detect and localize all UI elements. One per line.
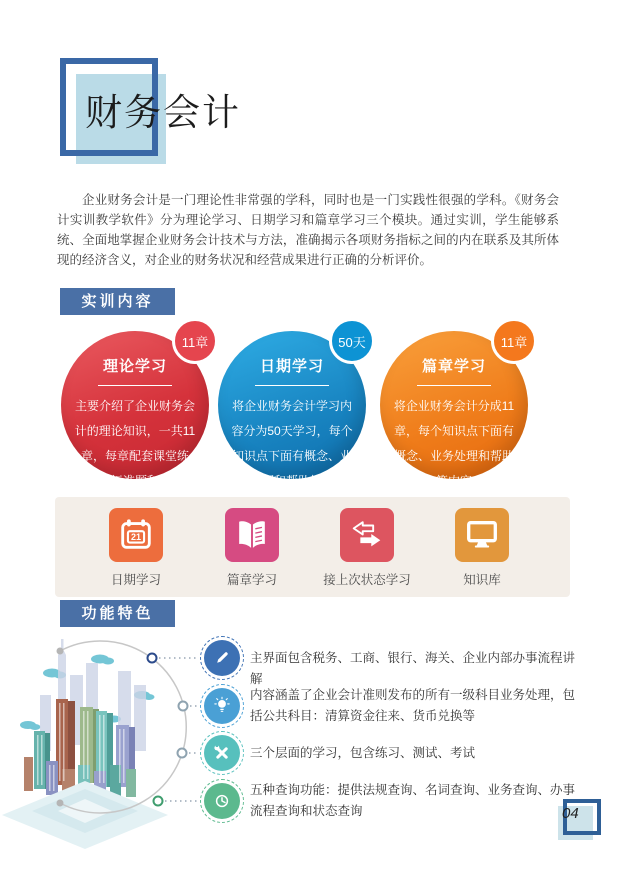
- svg-text:21: 21: [130, 532, 142, 543]
- feature-icon-wrap: [199, 730, 245, 776]
- study-mode-label: 知识库: [463, 573, 501, 587]
- feature-text: 主界面包含税务、工商、银行、海关、企业内部办事流程讲解: [250, 651, 576, 686]
- clock-icon: [204, 783, 240, 819]
- features-area: [0, 633, 621, 863]
- intro-paragraph: 企业财务会计是一门理论性非常强的学科，同时也是一门实践性很强的学科。《财务会计实训教学软件》分为理论学习、日期学习和篇章学习三个模块。通过实训，学生能够系统、全面地掌握企业财务会计技术与方法，准确揭示各项财务指标之间的内在联系及其所体现的经济含义，对企业的财务状况和经营成果进行正确的分析评价。: [57, 193, 559, 267]
- module-description: 将企业财务会计学习内容分为50天学习，每个知识点下面有概念、业务处理和帮助等内容: [231, 399, 353, 488]
- module-circle-theory: [61, 331, 209, 488]
- tools-icon: [204, 735, 240, 771]
- monitor-icon: [455, 508, 509, 562]
- feature-text: 内容涵盖了企业会计准则发布的所有一级科目业务处理，包括公共科目：清算资金往来、货币兑换等: [250, 688, 576, 723]
- study-mode-label: 接上次状态学习: [323, 573, 411, 587]
- module-badge: 11章: [172, 318, 218, 364]
- study-mode-knowledge: [427, 508, 537, 588]
- study-mode-resume: [312, 508, 422, 588]
- book-icon: [225, 508, 279, 562]
- page-number: 04: [562, 805, 579, 822]
- module-title: 理论学习: [102, 358, 167, 375]
- study-mode-label: 篇章学习: [226, 573, 277, 587]
- study-mode-label: 日期学习: [110, 573, 161, 587]
- section-header-training: 实训内容: [60, 288, 175, 315]
- feature-text: 五种查询功能：提供法规查询、名词查询、业务查询、办事流程查询和状态查询: [250, 783, 576, 818]
- module-badge: 11章: [491, 318, 537, 364]
- feature-icon-wrap: [199, 683, 245, 729]
- study-mode-chapter: [197, 508, 307, 588]
- module-circle-chapter: [380, 331, 528, 488]
- bulb-icon: [204, 688, 240, 724]
- swap-arrows-icon: [340, 508, 394, 562]
- page-title: 财务会计: [85, 92, 241, 133]
- study-mode-date: [81, 508, 191, 588]
- module-separator: [417, 385, 491, 386]
- module-title: 篇章学习: [421, 358, 486, 375]
- module-separator: [255, 385, 329, 386]
- module-description: 主要介绍了企业财务会计的理论知识，一共11章，每章配套课堂练习，有标准题和实操题: [74, 399, 196, 488]
- pencil-icon: [204, 640, 240, 676]
- section-header-features: 功能特色: [60, 600, 175, 627]
- study-mode-strip: [55, 497, 570, 597]
- feature-icon-wrap: [199, 778, 245, 824]
- feature-icon-wrap: [199, 635, 245, 681]
- module-badge: 50天: [329, 318, 375, 364]
- module-separator: [98, 385, 172, 386]
- module-description: 将企业财务会计分成11章，每个知识点下面有概念、业务处理和帮助等内容: [393, 399, 515, 488]
- module-title: 日期学习: [259, 358, 324, 375]
- module-circle-date: [218, 331, 366, 488]
- feature-text: 三个层面的学习，包含练习、测试、考试: [250, 746, 476, 760]
- calendar-icon: [109, 508, 163, 562]
